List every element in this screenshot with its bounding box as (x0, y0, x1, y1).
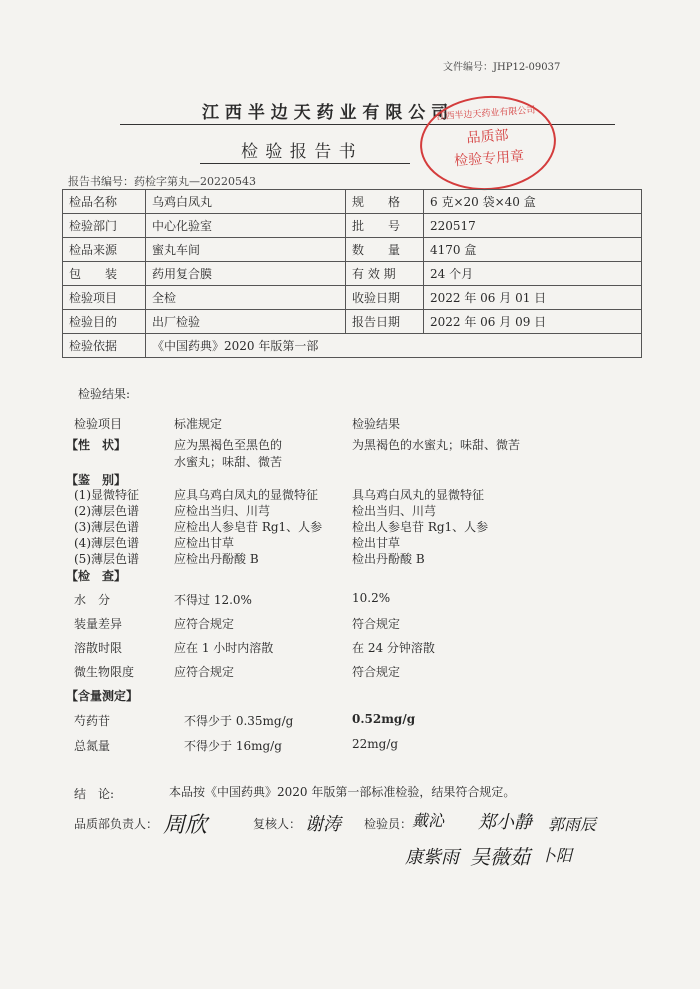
check-item: 装量差异 (74, 617, 123, 631)
qa-head-signature: 周欣 (163, 813, 208, 838)
title-underline (200, 163, 410, 164)
inspector-signature: 卜阳 (540, 846, 573, 865)
col-res-header: 检验结果 (352, 417, 401, 431)
ident-std: 应检出当归、川芎 (174, 504, 271, 518)
product-value: 乌鸡白凤丸 (146, 190, 346, 214)
inspector-signature: 郭雨辰 (548, 815, 597, 834)
spec-value: 6 克×20 袋×40 盒 (424, 190, 642, 214)
stamp-line-1: 品质部 (466, 127, 510, 147)
spec-label: 规 格 (346, 190, 424, 214)
assay-res: 22mg/g (352, 737, 399, 751)
table-row (63, 286, 642, 310)
assay-item: 芍药苷 (74, 714, 111, 728)
table-row (63, 262, 642, 286)
source-value: 蜜丸车间 (146, 238, 346, 262)
expiry-value: 24 个月 (424, 262, 642, 286)
ident-std: 应检出人参皂苷 Rg1、人参 (174, 520, 323, 534)
ident-item: (2)薄层色谱 (74, 504, 139, 518)
character-section: 【性 状】 (66, 438, 127, 452)
ident-item: (1)显微特征 (74, 488, 139, 502)
product-label: 检品名称 (63, 190, 146, 214)
stamp-ring-text: 江西半边天药业有限公司 (436, 105, 536, 123)
reviewer-signature: 谢涛 (305, 814, 341, 835)
pack-value: 药用复合膜 (146, 262, 346, 286)
stamp-line-2: 检验专用章 (453, 148, 525, 170)
check-std: 应在 1 小时内溶散 (174, 641, 274, 655)
report-number: 报告书编号：药检字第丸—20220543 (68, 175, 256, 188)
results-heading: 检验结果: (78, 387, 131, 401)
table-row (63, 190, 642, 214)
character-std-line2: 水蜜丸；味甜、微苦 (174, 455, 283, 469)
file-number: 文件编号：JHP12-09037 (443, 62, 561, 73)
report-title: 检 验 报 告 书 (241, 142, 357, 162)
assay-section: 【含量测定】 (66, 689, 139, 703)
purpose-value: 出厂检验 (146, 310, 346, 334)
col-std-header: 标准规定 (174, 417, 223, 431)
recv-value: 2022 年 06 月 01 日 (424, 286, 642, 310)
ident-section: 【鉴 别】 (66, 473, 127, 487)
character-result: 为黑褐色的水蜜丸；味甜、微苦 (352, 438, 521, 452)
table-row (63, 214, 642, 238)
inspector-signature: 郑小静 (478, 812, 532, 833)
ident-std: 应检出甘草 (174, 536, 235, 550)
assay-item: 总氮量 (74, 739, 111, 753)
assay-std: 不得少于 16mg/g (184, 739, 282, 753)
ident-res: 检出当归、川芎 (352, 504, 437, 518)
ident-res: 检出人参皂苷 Rg1、人参 (352, 520, 489, 534)
col-item-header: 检验项目 (74, 417, 123, 431)
ident-item: (5)薄层色谱 (74, 552, 139, 566)
inspector-signature: 戴沁 (412, 811, 445, 830)
basis-label: 检验依据 (63, 334, 146, 358)
basis-value: 《中国药典》2020 年版第一部 (146, 334, 642, 358)
item-value: 全检 (146, 286, 346, 310)
inspector-signature: 吴薇茹 (470, 845, 530, 869)
check-std: 不得过 12.0% (174, 593, 252, 607)
purpose-label: 检验目的 (63, 310, 146, 334)
item-label: 检验项目 (63, 286, 146, 310)
check-section: 【检 查】 (66, 569, 127, 583)
inspector-label: 检验员： (364, 817, 413, 831)
check-res: 符合规定 (352, 665, 401, 679)
dept-value: 中心化验室 (146, 214, 346, 238)
inspector-signature: 康紫雨 (405, 847, 459, 868)
qty-label: 数 量 (346, 238, 424, 262)
check-item: 溶散时限 (74, 641, 123, 655)
ident-res: 检出甘草 (352, 536, 401, 550)
check-std: 应符合规定 (174, 665, 235, 679)
ident-res: 检出丹酚酸 B (352, 552, 425, 566)
check-res: 符合规定 (352, 617, 401, 631)
ident-item: (4)薄层色谱 (74, 536, 139, 550)
pack-label: 包 装 (63, 262, 146, 286)
dept-label: 检验部门 (63, 214, 146, 238)
table-row (63, 310, 642, 334)
check-item: 微生物限度 (74, 665, 135, 679)
table-row (63, 238, 642, 262)
check-item: 水 分 (74, 593, 111, 607)
assay-std: 不得少于 0.35mg/g (184, 714, 294, 728)
ident-res: 具乌鸡白凤丸的显微特征 (352, 488, 485, 502)
company-name: 江 西 半 边 天 药 业 有 限 公 司 (202, 103, 449, 123)
ident-std: 应检出丹酚酸 B (174, 552, 259, 566)
check-res: 在 24 分钟溶散 (352, 641, 435, 655)
check-std: 应符合规定 (174, 617, 235, 631)
ident-item: (3)薄层色谱 (74, 520, 139, 534)
batch-label: 批 号 (346, 214, 424, 238)
check-res: 10.2% (352, 591, 391, 605)
batch-value: 220517 (424, 214, 642, 238)
conclusion-label: 结 论: (74, 787, 115, 801)
table-row (63, 334, 642, 358)
conclusion-text: 本品按《中国药典》2020 年版第一部标准检验，结果符合规定。 (169, 785, 516, 799)
character-std-line1: 应为黑褐色至黑色的 (174, 438, 283, 452)
info-table (62, 189, 642, 358)
reviewer-label: 复核人： (253, 817, 302, 831)
expiry-label: 有 效 期 (346, 262, 424, 286)
source-label: 检品来源 (63, 238, 146, 262)
assay-res: 0.52mg/g (352, 712, 416, 726)
report-date-value: 2022 年 06 月 09 日 (424, 310, 642, 334)
recv-label: 收验日期 (346, 286, 424, 310)
report-date-label: 报告日期 (346, 310, 424, 334)
qa-head-label: 品质部负责人： (74, 817, 159, 831)
ident-std: 应具乌鸡白凤丸的显微特征 (174, 488, 319, 502)
qty-value: 4170 盒 (424, 238, 642, 262)
